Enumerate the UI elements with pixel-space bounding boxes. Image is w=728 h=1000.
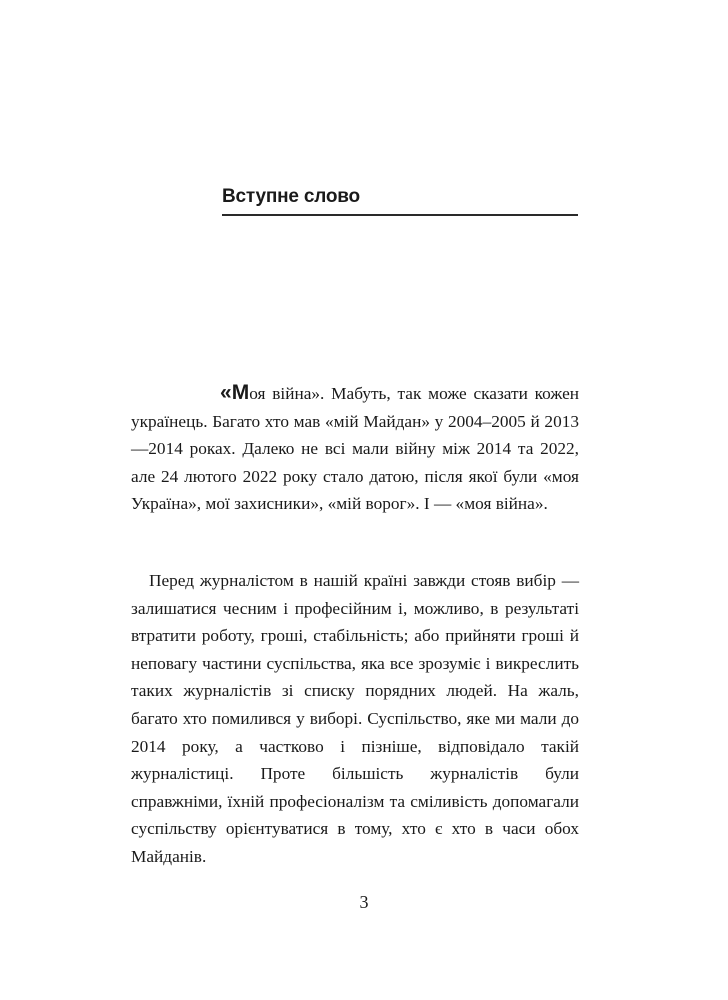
paragraph-1 [131,379,579,518]
paragraph-2: Перед журналістом в нашій країні завжди стояв вибір — залишатися чесним і професійним і, можливо, в результаті втратити роботу, гроші, стабільність; або прийняти гроші й неповагу частини суспільства, яка все зрозуміє і викреслить таких журналістів зі списку порядних людей. На жаль, багато хто помилився у виборі. Суспільство, яке ми мали до 2014 року, а частково і пізніше, відповідало такій журналістиці. Проте більшість журналістів були справжніми, їхній професіоналізм та сміливість допомагали суспільству орієнтуватися в тому, хто є хто в часи обох Майданів. [131,571,579,866]
paragraph-1-text: оя війна». Мабуть, так може сказати кожен українець. Багато хто мав «мій Майдан» у 2004–2005 й 2013—2014 роках. Далеко не всі мали війну між 2014 та 2022, але 24 лютого 2022 року стало датою, після якої були «моя Україна», мої захисники», «мій ворог». І — «моя війна». [131,384,579,514]
opening-quote: « [220,381,232,404]
page-number: 3 [359,892,369,912]
title-underline [222,214,578,216]
chapter-title: Вступне слово [222,186,360,207]
drop-cap-letter: М [231,381,250,404]
